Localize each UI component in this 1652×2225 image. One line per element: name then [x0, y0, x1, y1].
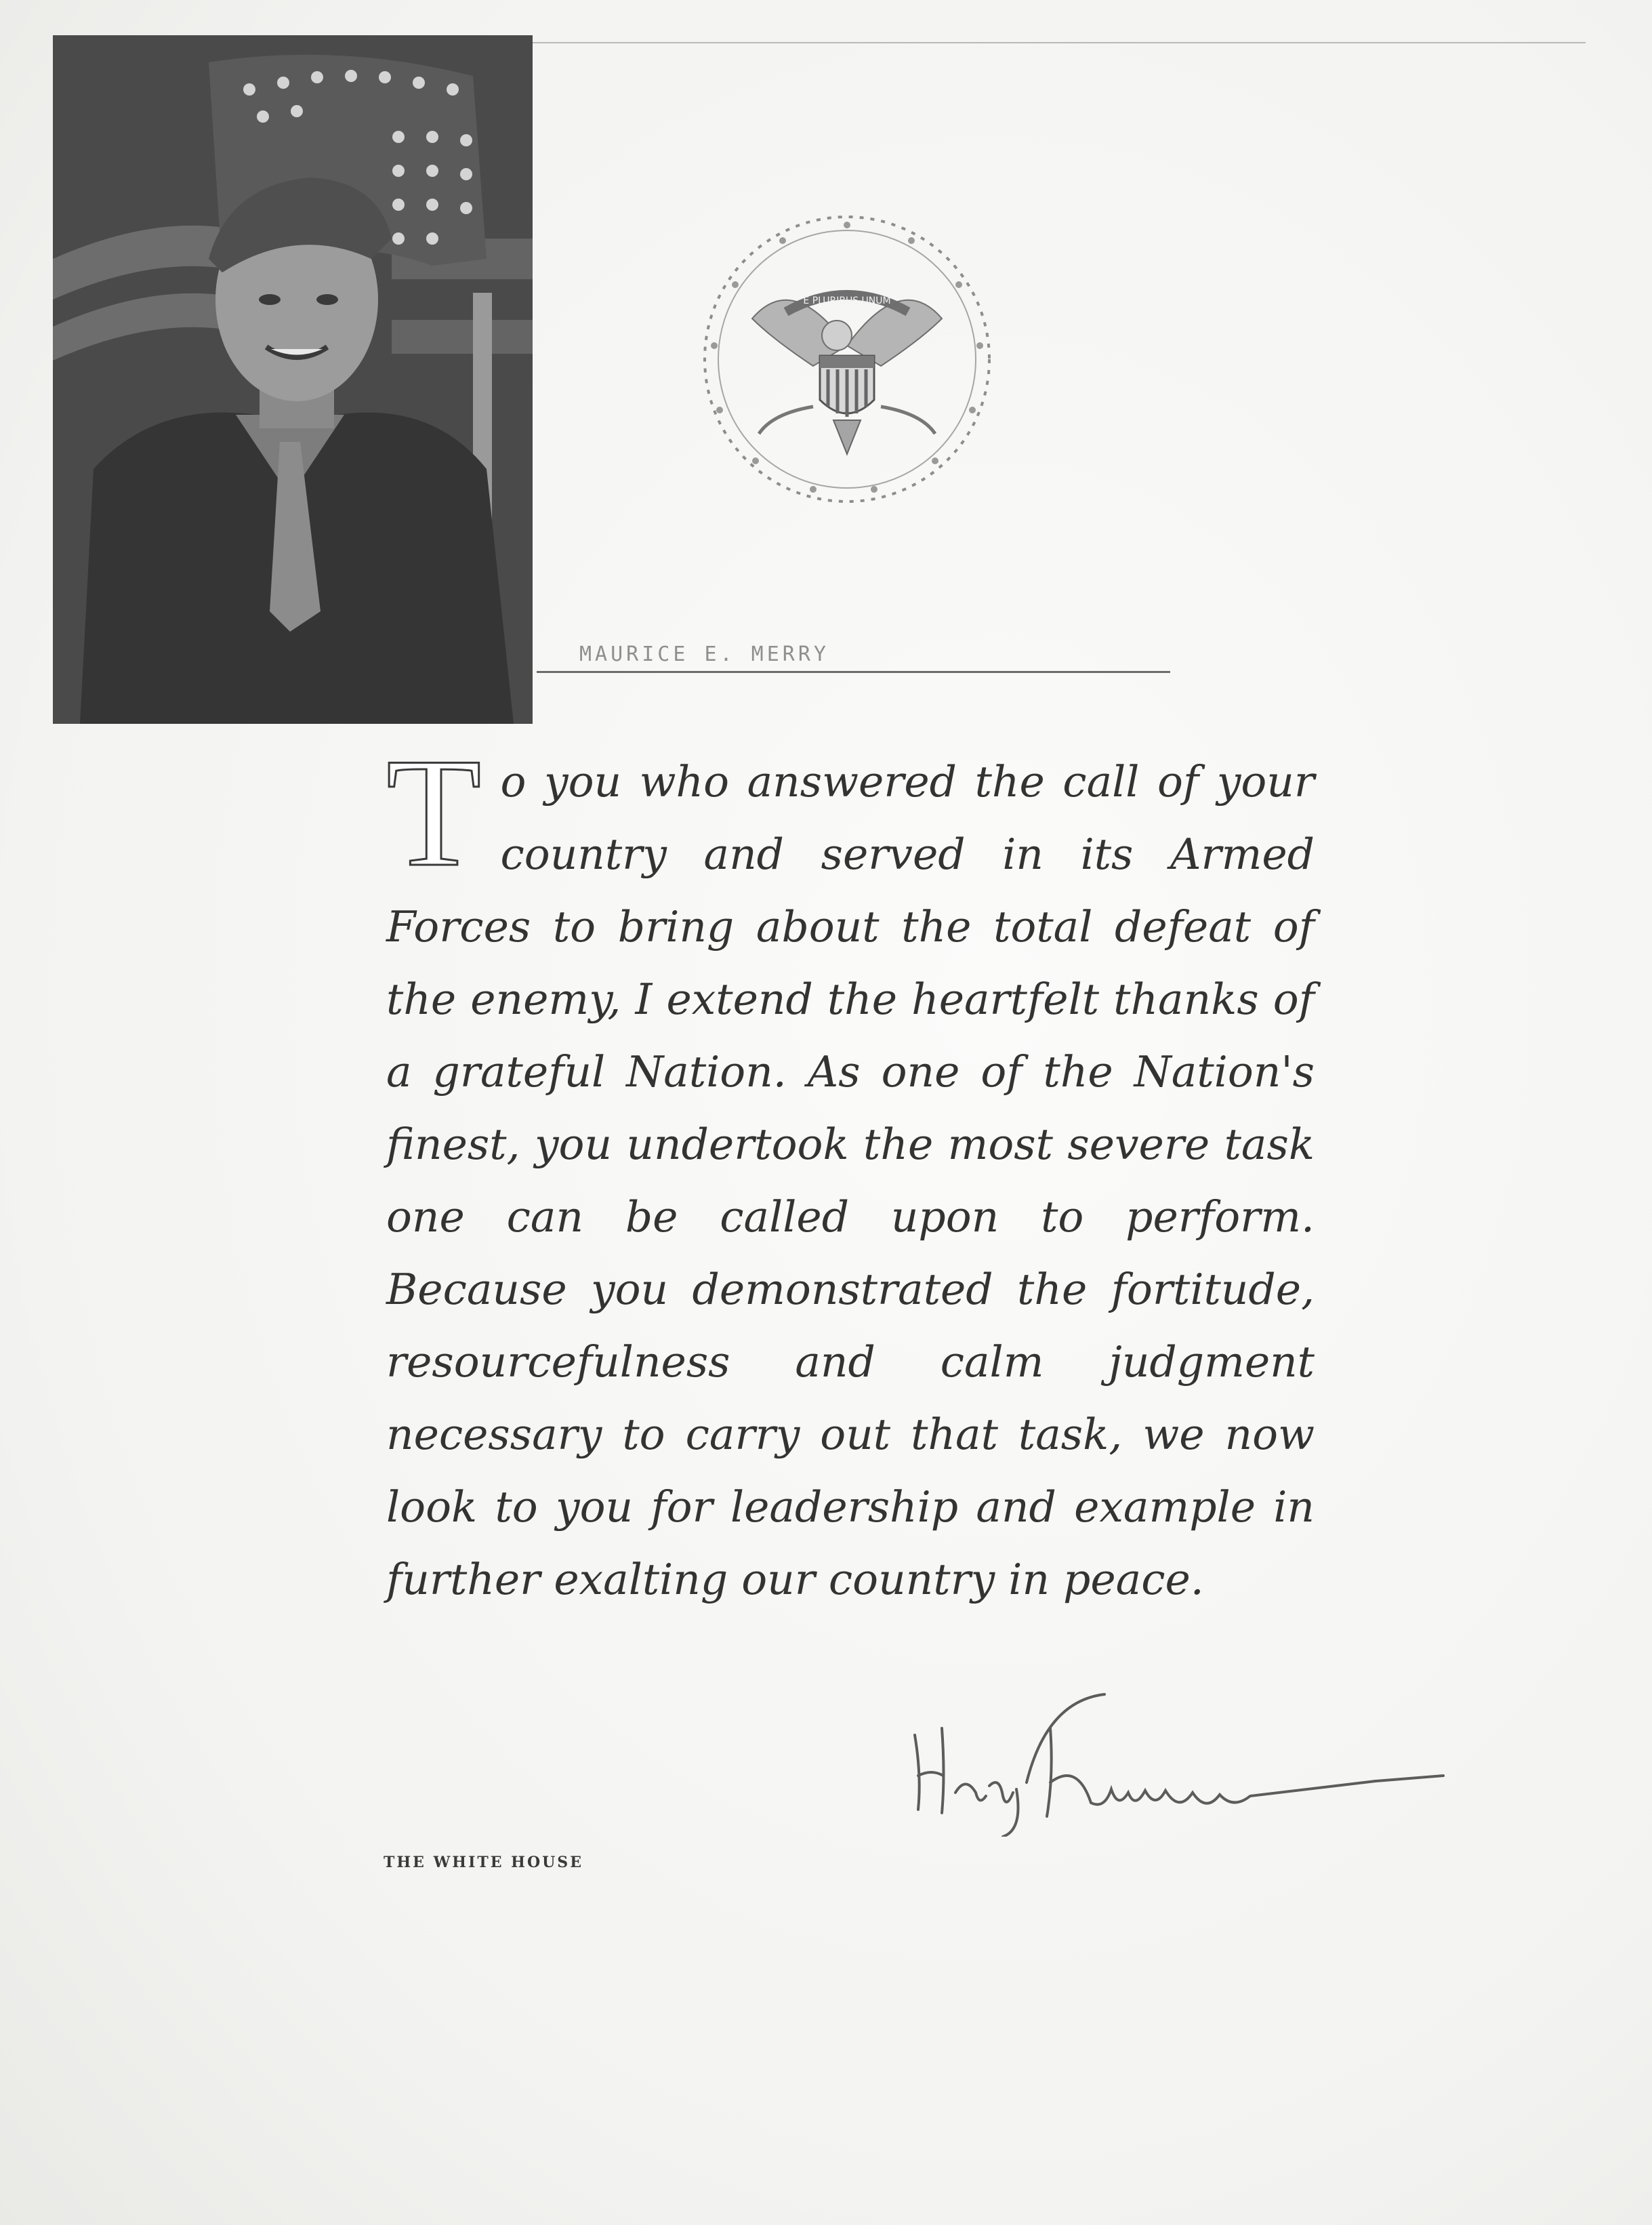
soldier-photo [53, 35, 533, 724]
signature [901, 1674, 1457, 1837]
white-house-footer: THE WHITE HOUSE [384, 1854, 583, 1871]
seal-motto: E PLURIBUS UNUM [803, 295, 891, 306]
drop-cap: T [386, 726, 482, 899]
presidential-seal [698, 210, 996, 508]
letter-text: o you who answered the call of your country and served in its Armed Forces to bring about the total defeat of the enemy, I extend the heartfelt thanks of a grateful Nation. As one of the Nation's finest, you undertook the most severe task one can be called upon to perform. Because you demonstrated the fortitude, resourcefulness and calm judgment necessary to carry out that task, we now look to you for leadership and example in further exalting our country in peace. [386, 757, 1315, 1604]
recipient-name: MAURICE E. MERRY [579, 642, 829, 666]
name-underline [537, 671, 1170, 673]
top-rule [529, 42, 1586, 43]
letter-body [386, 726, 1315, 1616]
